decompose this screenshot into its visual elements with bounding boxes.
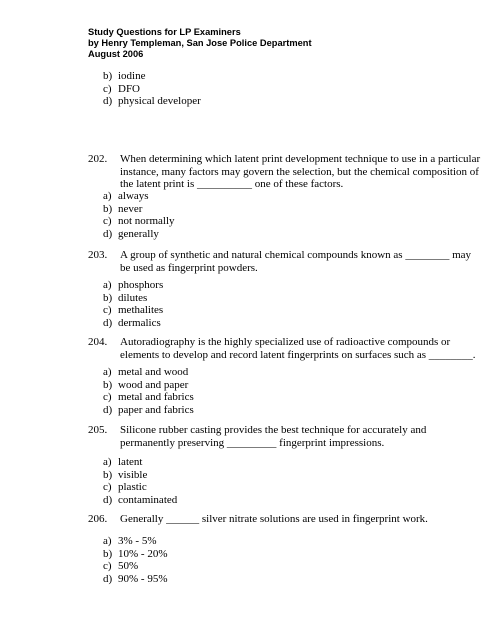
option-text: contaminated xyxy=(118,493,178,506)
option-letter: c) xyxy=(103,82,112,95)
option-text: always xyxy=(118,190,149,202)
page-header xyxy=(88,27,312,59)
question-stem xyxy=(120,513,440,526)
header-author: by Henry Templeman, San Jose Police Department xyxy=(88,37,312,48)
option-letter: d) xyxy=(103,493,113,506)
option-text: generally xyxy=(118,227,159,240)
option-letter: c) xyxy=(103,215,112,228)
option-letter: c) xyxy=(103,304,112,317)
option-letter: c) xyxy=(103,560,112,573)
option-letter: b) xyxy=(103,70,113,82)
option-letter: a) xyxy=(103,279,112,291)
question-number: 203. xyxy=(88,249,108,261)
header-date: August 2006 xyxy=(88,48,144,59)
option-text: physical developer xyxy=(118,95,201,108)
option-letter: d) xyxy=(103,403,113,416)
stem-line: Generally ______ silver nitrate solutions are used in fingerprint work. xyxy=(120,513,428,525)
option-letter: b) xyxy=(103,202,113,215)
option-text: iodine xyxy=(118,70,146,82)
stem-line: instance, many factors may govern the selection, but the chemical composition of xyxy=(120,165,479,178)
option-text: metal and wood xyxy=(118,366,189,378)
question-stem xyxy=(120,249,472,274)
question-number: 204. xyxy=(88,336,108,348)
stem-line: Silicone rubber casting provides the best technique for accurately and xyxy=(120,424,427,436)
option-text: never xyxy=(118,202,143,215)
stem-line: elements to develop and record latent fingerprints on surfaces such as ________. xyxy=(120,348,476,361)
question-number: 205. xyxy=(88,424,108,436)
option-letter: d) xyxy=(103,316,113,329)
question-stem xyxy=(120,336,476,361)
option-text: 90% - 95% xyxy=(118,572,168,585)
option-text: latent xyxy=(118,456,143,468)
question-number: 202. xyxy=(88,153,108,165)
option-letter: b) xyxy=(103,547,113,560)
question-number: 206. xyxy=(88,513,108,525)
option-letter: a) xyxy=(103,366,112,378)
stem-line: permanently preserving _________ fingerprint impressions. xyxy=(120,436,385,449)
question-stem xyxy=(120,424,440,449)
stem-line: A group of synthetic and natural chemical compounds known as ________ may xyxy=(120,249,472,261)
option-text: wood and paper xyxy=(118,378,189,391)
question-stem xyxy=(120,153,481,191)
option-text: DFO xyxy=(118,82,141,95)
option-letter: b) xyxy=(103,468,113,481)
option-text: paper and fabrics xyxy=(118,403,194,416)
stem-line: When determining which latent print development technique to use in a particular xyxy=(120,153,481,165)
option-letter: a) xyxy=(103,456,112,468)
option-letter: d) xyxy=(103,227,113,240)
stem-line: Autoradiography is the highly specialized use of radioactive compounds or xyxy=(120,336,451,348)
option-letter: c) xyxy=(103,391,112,404)
option-text: 3% - 5% xyxy=(118,535,157,547)
option-text: not normally xyxy=(118,215,175,228)
option-text: dilutes xyxy=(118,291,148,304)
option-letter: c) xyxy=(103,481,112,494)
option-letter: a) xyxy=(103,190,112,202)
option-text: dermalics xyxy=(118,316,161,329)
option-text: 10% - 20% xyxy=(118,547,168,560)
option-text: visible xyxy=(118,468,148,481)
option-letter: a) xyxy=(103,535,112,547)
stem-line: be used as fingerprint powders. xyxy=(120,261,258,274)
stem-line: the latent print is __________ one of these factors. xyxy=(120,178,344,191)
option-letter: d) xyxy=(103,572,113,585)
option-text: phosphors xyxy=(118,279,164,291)
option-text: methalites xyxy=(118,304,164,317)
option-letter: d) xyxy=(103,95,113,108)
option-letter: b) xyxy=(103,291,113,304)
header-title: Study Questions for LP Examiners xyxy=(88,27,241,37)
option-text: metal and fabrics xyxy=(118,391,194,404)
option-text: 50% xyxy=(118,560,139,573)
option-letter: b) xyxy=(103,378,113,391)
option-text: plastic xyxy=(118,481,147,494)
